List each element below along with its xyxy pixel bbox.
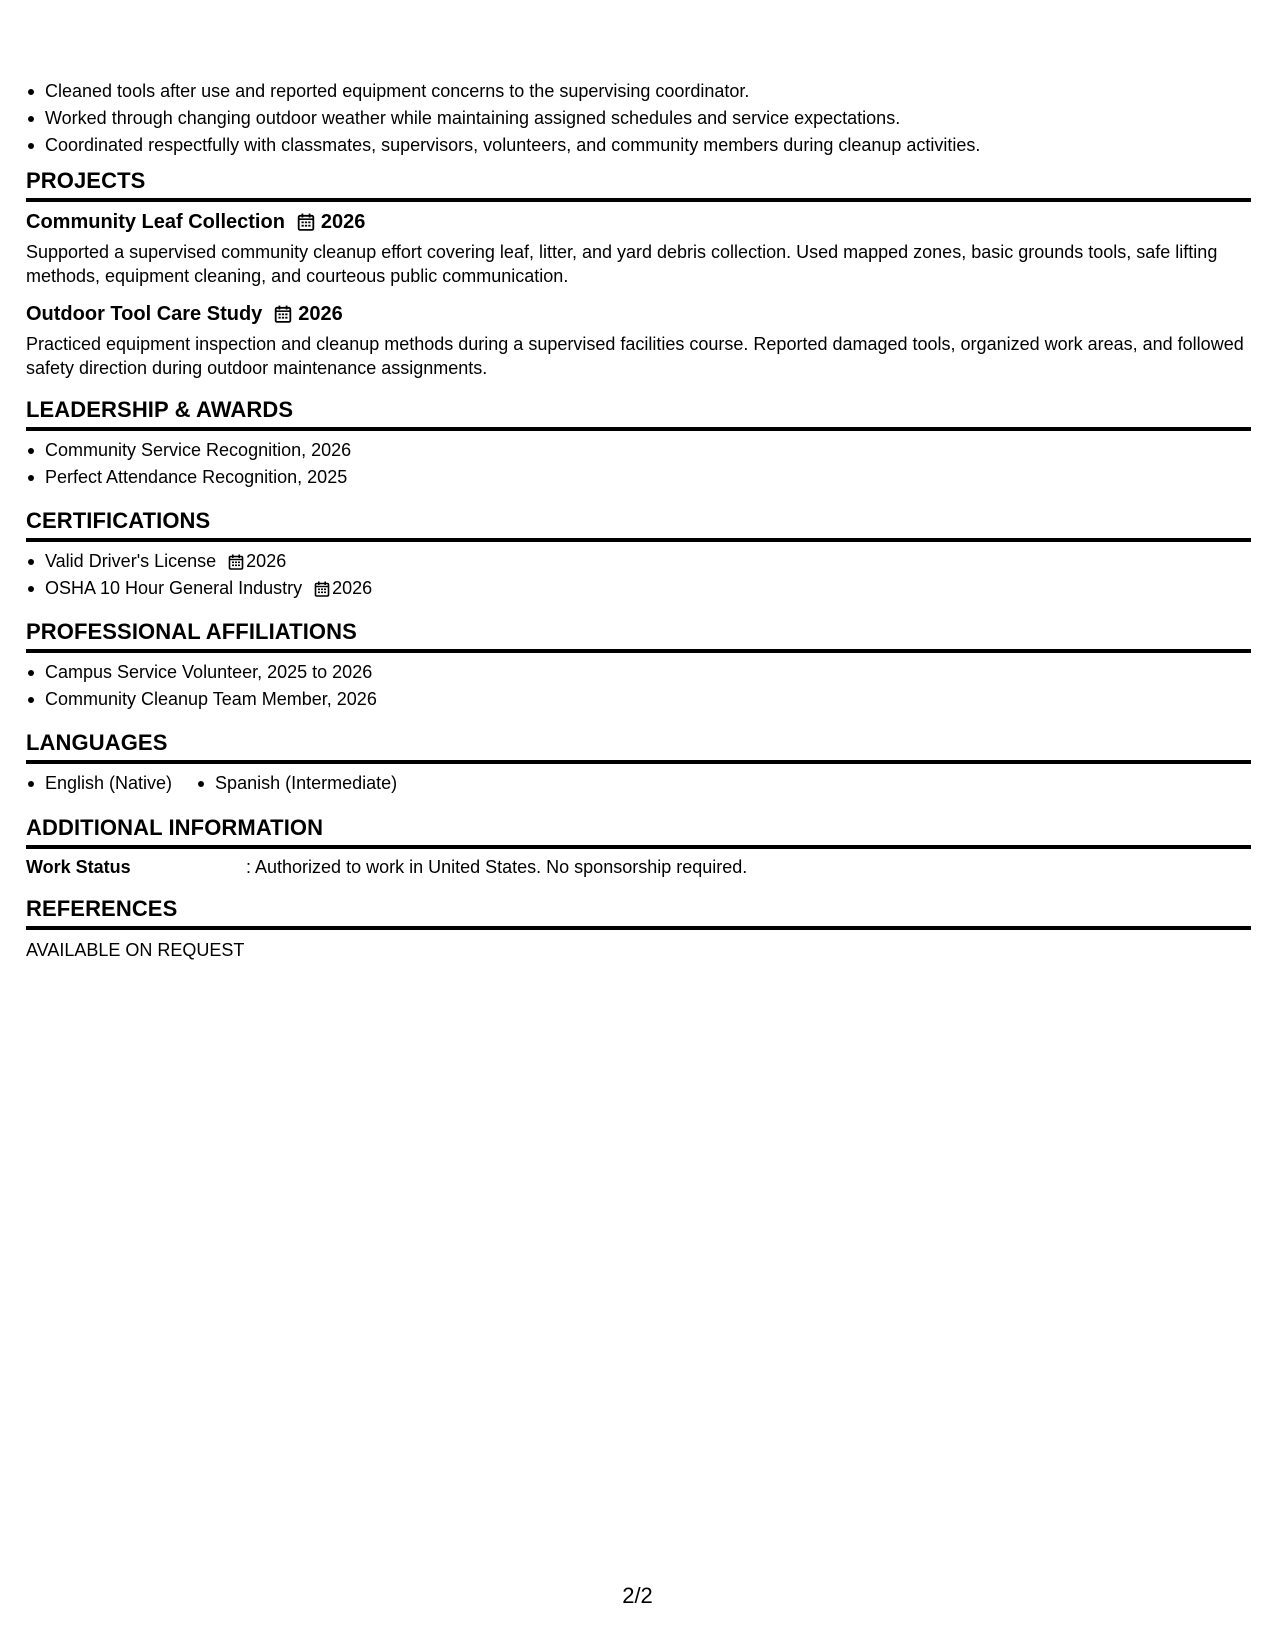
- section-title-certifications: CERTIFICATIONS: [26, 506, 1251, 542]
- work-status-label: Work Status: [26, 857, 131, 877]
- section-title-leadership: LEADERSHIP & AWARDS: [26, 395, 1251, 431]
- project-description: Practiced equipment inspection and cleanup methods during a supervised facilities course. Reported damaged tools, organized work areas, and followed safety direction during outdoor maintenance assignments.: [26, 334, 1244, 378]
- projects-section: [26, 166, 1251, 380]
- list-item: Worked through changing outdoor weather while maintaining assigned schedules and service expectations.: [45, 105, 1270, 132]
- additional-section: [26, 813, 1251, 879]
- list-item: Campus Service Volunteer, 2025 to 2026: [45, 659, 1251, 686]
- project-description: Supported a supervised community cleanup effort covering leaf, litter, and yard debris collection. Used mapped zones, basic grounds tools, safe lifting methods, equipment cleaning, and courteous public communication.: [26, 242, 1218, 286]
- certification-name: Valid Driver's License: [45, 551, 217, 571]
- work-status-row: [26, 855, 1251, 879]
- certification-year: 2026: [246, 551, 287, 571]
- section-title-affiliations: PROFESSIONAL AFFILIATIONS: [26, 617, 1251, 653]
- page-number: 2/2: [622, 1583, 653, 1608]
- calendar-icon: [314, 581, 330, 597]
- references-text: AVAILABLE ON REQUEST: [26, 940, 245, 960]
- list-item: Cleaned tools after use and reported equipment concerns to the supervising coordinator.: [45, 78, 1270, 105]
- project-year: 2026: [298, 302, 343, 325]
- list-item: Community Cleanup Team Member, 2026: [45, 686, 1251, 713]
- leadership-section: [26, 395, 1251, 491]
- certifications-section: [26, 506, 1251, 602]
- references-section: [26, 894, 1251, 962]
- project-year: 2026: [320, 210, 366, 233]
- resume-page: [26, 0, 1251, 1650]
- project-name: Outdoor Tool Care Study: [26, 302, 263, 325]
- certification-year: 2026: [332, 578, 373, 598]
- work-status-value: : Authorized to work in United States. No sponsorship required.: [246, 857, 748, 877]
- list-item: [45, 575, 1251, 602]
- list-item: [45, 548, 1251, 575]
- certification-name: OSHA 10 Hour General Industry: [45, 578, 303, 598]
- section-title-languages: LANGUAGES: [26, 728, 1251, 764]
- list-item: Coordinated respectfully with classmates, supervisors, volunteers, and community members during cleanup activities.: [45, 132, 1270, 159]
- project-heading: [26, 300, 1251, 328]
- list-item: Perfect Attendance Recognition, 2025: [45, 464, 1251, 491]
- affiliations-list: [26, 659, 1251, 713]
- experience-bullets: [26, 78, 1270, 159]
- leadership-list: [26, 437, 1251, 491]
- languages-section: [26, 728, 1251, 797]
- section-title-projects: PROJECTS: [26, 166, 1251, 202]
- calendar-icon: [274, 305, 292, 323]
- affiliations-section: [26, 617, 1251, 713]
- project-name: Community Leaf Collection: [26, 210, 285, 233]
- languages-list: [26, 770, 1251, 797]
- certifications-list: [26, 548, 1251, 602]
- language-item: Spanish (Intermediate): [196, 770, 397, 797]
- list-item: Community Service Recognition, 2026: [45, 437, 1251, 464]
- section-title-references: REFERENCES: [26, 894, 1251, 930]
- project-heading: [26, 208, 1251, 236]
- calendar-icon: [228, 554, 244, 570]
- language-item: English (Native): [26, 770, 172, 797]
- section-title-additional: ADDITIONAL INFORMATION: [26, 813, 1251, 849]
- calendar-icon: [297, 213, 315, 231]
